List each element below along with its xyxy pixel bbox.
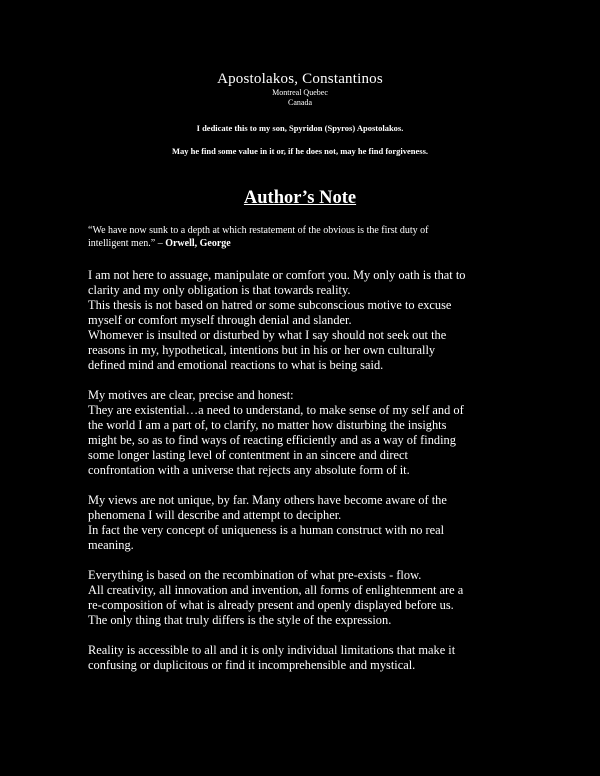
page-title: Author’s Note	[243, 188, 357, 208]
dedication-line-1: I dedicate this to my son, Spyridon (Spyros) Apostolakos.	[196, 123, 404, 133]
quote-attribution: Orwell, George	[165, 238, 231, 249]
paragraph-5	[88, 643, 520, 673]
paragraph-line: might be, so as to find ways of reacting efficiently and as a way of finding	[88, 433, 456, 447]
paragraph-line: myself or comfort myself through denial and slander.	[88, 313, 352, 327]
epigraph-quote	[88, 224, 520, 250]
paragraph-line: phenomena I will describe and attempt to decipher.	[88, 508, 342, 522]
paragraph-line: This thesis is not based on hatred or some subconscious motive to excuse	[88, 298, 452, 312]
paragraph-line: All creativity, all innovation and invention, all forms of enlightenment are a	[88, 583, 464, 597]
paragraph-line: I am not here to assuage, manipulate or comfort you. My only oath is that to	[88, 268, 466, 282]
author-country: Canada	[288, 98, 312, 107]
author-name: Apostolakos, Constantinos	[217, 71, 383, 87]
paragraph-4	[88, 568, 520, 628]
paragraph-line: The only thing that truly differs is the style of the expression.	[88, 613, 392, 627]
author-city: Montreal Quebec	[272, 88, 328, 97]
paragraph-line: They are existential…a need to understand, to make sense of my self and of	[88, 403, 464, 417]
paragraph-line: Whomever is insulted or disturbed by what I say should not seek out the	[88, 328, 447, 342]
paragraph-1	[88, 268, 520, 373]
paragraph-line: My views are not unique, by far. Many others have become aware of the	[88, 493, 447, 507]
paragraph-line: defined mind and emotional reactions to what is being said.	[88, 358, 384, 372]
paragraph-line: Everything is based on the recombination of what pre-exists - flow.	[88, 568, 422, 582]
paragraph-line: confusing or duplicitous or find it incomprehensible and mystical.	[88, 658, 416, 672]
author-header	[0, 71, 600, 108]
paragraph-line: some longer lasting level of contentment in an sincere and direct	[88, 448, 408, 462]
paragraph-line: clarity and my only obligation is that towards reality.	[88, 283, 351, 297]
paragraph-line: the world I am a part of, to clarify, no matter how disturbing the insights	[88, 418, 447, 432]
paragraph-2	[88, 388, 520, 478]
paragraph-line: My motives are clear, precise and honest:	[88, 388, 294, 402]
paragraph-line: Reality is accessible to all and it is only individual limitations that make it	[88, 643, 456, 657]
paragraph-line: In fact the very concept of uniqueness is a human construct with no real	[88, 523, 445, 537]
paragraph-line: reasons in my, hypothetical, intentions but in his or her own culturally	[88, 343, 436, 357]
quote-line-2	[88, 237, 520, 250]
paragraph-3	[88, 493, 520, 553]
paragraph-line: re-composition of what is already present and openly displayed before us.	[88, 598, 454, 612]
paragraph-line: meaning.	[88, 538, 134, 552]
body-text	[88, 268, 520, 688]
paragraph-line: confrontation with a universe that rejects any absolute form of it.	[88, 463, 410, 477]
dedication-line-2: May he find some value in it or, if he does not, may he find forgiveness.	[171, 146, 429, 156]
quote-line-1: “We have now sunk to a depth at which restatement of the obvious is the first duty of	[88, 225, 429, 236]
quote-line-2-text: intelligent men.” –	[88, 238, 166, 249]
